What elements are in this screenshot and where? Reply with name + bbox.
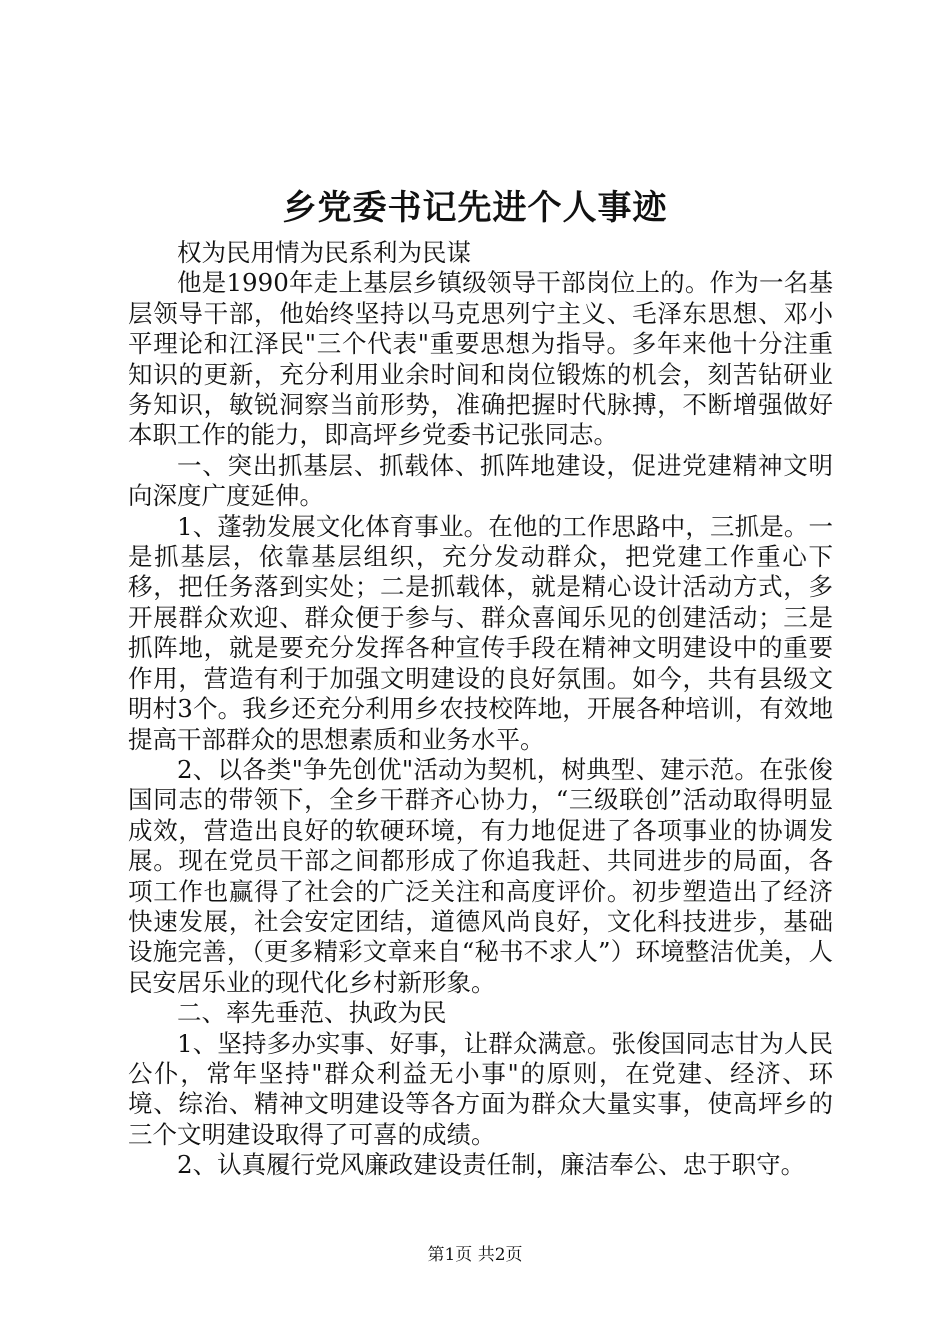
body-paragraph: 2、认真履行党风廉政建设责任制，廉洁奉公、忠于职守。 <box>177 1150 806 1180</box>
page-footer: 第1页 共2页 <box>427 1245 523 1265</box>
body-paragraph: 一、突出抓基层、抓载体、抓阵地建设，促进党建精神文明向深度广度延伸。 <box>128 450 833 511</box>
document-title: 乡党委书记先进个人事迹 <box>282 188 668 228</box>
body-paragraph: 权为民用情为民系利为民谋 <box>177 238 471 267</box>
document-body <box>128 238 833 1181</box>
body-paragraph: 2、以各类"争先创优"活动为契机，树典型、建示范。在张俊国同志的带领下，全乡干群齐心协力，“三级联创”活动取得明显成效，营造出良好的软硬环境，有力地促进了各项事业的协调发展。现在党员干部之间都形成了你追我赶、共同进步的局面，各项工作也赢得了社会的广泛关注和高度评价。初步塑造出了经济快速发展，社会安定团结，道德风尚良好，文化科技进步，基础设施完善，（更多精彩文章来自“秘书不求人”）环境整洁优美，人民安居乐业的现代化乡村新形象。 <box>128 754 833 997</box>
body-paragraph: 二、率先垂范、执政为民 <box>177 998 447 1028</box>
body-paragraph: 1、坚持多办实事、好事，让群众满意。张俊国同志甘为人民公仆，常年坚持"群众利益无小事"的原则，在党建、经济、环境、综治、精神文明建设等各方面为群众大量实事，使高坪乡的三个文明建设取得了可喜的成绩。 <box>128 1028 833 1149</box>
body-paragraph: 1、蓬勃发展文化体育事业。在他的工作思路中，三抓是。一是抓基层，依靠基层组织，充分发动群众，把党建工作重心下移，把任务落到实处；二是抓载体，就是精心设计活动方式，多开展群众欢迎、群众便于参与、群众喜闻乐见的创建活动；三是抓阵地，就是要充分发挥各种宣传手段在精神文明建设中的重要作用，营造有利于加强文明建设的良好氛围。如今，共有县级文明村3个。我乡还充分利用乡农技校阵地，开展各种培训，有效地提高干部群众的思想素质和业务水平。 <box>128 511 833 754</box>
body-paragraph: 他是1990年走上基层乡镇级领导干部岗位上的。作为一名基层领导干部，他始终坚持以马克思列宁主义、毛泽东思想、邓小平理论和江泽民"三个代表"重要思想为指导。多年来他十分注重知识的更新，充分利用业余时间和岗位锻炼的机会，刻苦钻研业务知识，敏锐洞察当前形势，准确把握时代脉搏，不断增强做好本职工作的能力，即高坪乡党委书记张同志。 <box>128 268 833 450</box>
